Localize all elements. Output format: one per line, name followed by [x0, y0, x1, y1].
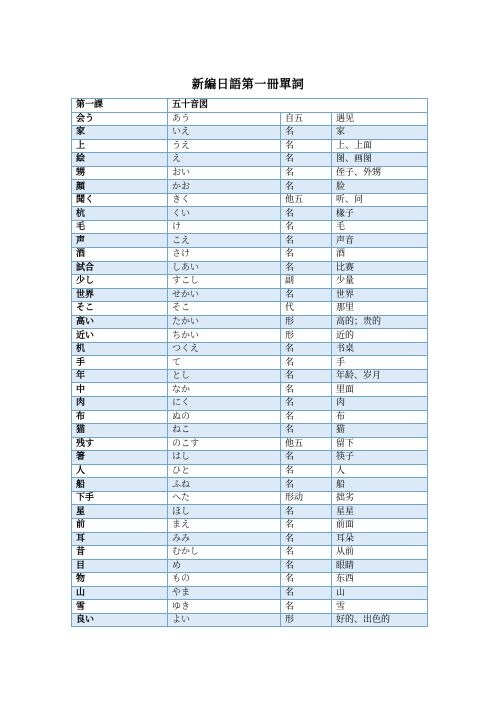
meaning-cell: 遇见 — [332, 112, 428, 126]
meaning-cell: 布 — [332, 410, 428, 424]
reading-cell: よい — [168, 613, 281, 627]
reading-cell: ぬの — [168, 410, 281, 424]
pos-cell: 名 — [281, 126, 332, 140]
table-row — [72, 505, 428, 519]
pos-cell: 名 — [281, 356, 332, 370]
table-row — [72, 613, 428, 627]
reading-cell: もの — [168, 573, 281, 587]
reading-cell: ふね — [168, 478, 281, 492]
pos-cell: 名 — [281, 546, 332, 560]
word-cell: 近い — [72, 329, 168, 343]
table-row — [72, 600, 428, 614]
word-cell: 布 — [72, 410, 168, 424]
table-row — [72, 139, 428, 153]
meaning-cell: 耳朵 — [332, 532, 428, 546]
table-row — [72, 288, 428, 302]
pos-cell: 形 — [281, 315, 332, 329]
meaning-cell: 那里 — [332, 302, 428, 316]
reading-cell: さけ — [168, 248, 281, 262]
pos-cell: 名 — [281, 220, 332, 234]
table-row — [72, 180, 428, 194]
reading-cell: むかし — [168, 546, 281, 560]
meaning-cell: 东西 — [332, 573, 428, 587]
table-header-row — [72, 99, 428, 113]
word-cell: 船 — [72, 478, 168, 492]
pos-cell: 名 — [281, 586, 332, 600]
table-row — [72, 437, 428, 451]
pos-cell: 名 — [281, 153, 332, 167]
table-row — [72, 248, 428, 262]
pos-cell: 名 — [281, 410, 332, 424]
reading-cell: ひと — [168, 464, 281, 478]
pos-cell: 他五 — [281, 437, 332, 451]
table-row — [72, 234, 428, 248]
table-row — [72, 478, 428, 492]
reading-cell: め — [168, 559, 281, 573]
reading-cell: たかい — [168, 315, 281, 329]
word-cell: 毛 — [72, 220, 168, 234]
pos-cell: 名 — [281, 342, 332, 356]
table-row — [72, 329, 428, 343]
word-cell: 星 — [72, 505, 168, 519]
page-title: 新編日語第一冊單詞 — [191, 77, 305, 91]
meaning-cell: 少量 — [332, 275, 428, 289]
table-row — [72, 356, 428, 370]
meaning-cell: 前面 — [332, 518, 428, 532]
meaning-cell: 拙劣 — [332, 491, 428, 505]
pos-cell: 名 — [281, 261, 332, 275]
meaning-cell: 年龄、岁月 — [332, 369, 428, 383]
meaning-cell: 世界 — [332, 288, 428, 302]
word-cell: 家 — [72, 126, 168, 140]
meaning-cell: 脸 — [332, 180, 428, 194]
table-row — [72, 369, 428, 383]
word-cell: 年 — [72, 369, 168, 383]
pos-cell: 形动 — [281, 491, 332, 505]
meaning-cell: 近的 — [332, 329, 428, 343]
pos-cell: 名 — [281, 505, 332, 519]
table-row — [72, 464, 428, 478]
pos-cell: 名 — [281, 518, 332, 532]
word-cell: 机 — [72, 342, 168, 356]
reading-cell: きく — [168, 193, 281, 207]
table-row — [72, 302, 428, 316]
reading-cell: ちかい — [168, 329, 281, 343]
meaning-cell: 比赛 — [332, 261, 428, 275]
pos-cell: 名 — [281, 424, 332, 438]
pos-cell: 名 — [281, 234, 332, 248]
pos-cell: 自五 — [281, 112, 332, 126]
reading-cell: みみ — [168, 532, 281, 546]
word-cell: そこ — [72, 302, 168, 316]
reading-cell: へた — [168, 491, 281, 505]
word-cell: 絵 — [72, 153, 168, 167]
table-row — [72, 546, 428, 560]
reading-cell: せかい — [168, 288, 281, 302]
word-cell: 山 — [72, 586, 168, 600]
pos-cell: 代 — [281, 302, 332, 316]
word-cell: 聞く — [72, 193, 168, 207]
meaning-cell: 留下 — [332, 437, 428, 451]
word-cell: 下手 — [72, 491, 168, 505]
word-cell: 高い — [72, 315, 168, 329]
word-cell: 手 — [72, 356, 168, 370]
word-cell: 残す — [72, 437, 168, 451]
word-cell: 甥 — [72, 166, 168, 180]
reading-cell: しあい — [168, 261, 281, 275]
meaning-cell: 听、问 — [332, 193, 428, 207]
lesson-label: 第一課 — [72, 99, 168, 113]
meaning-cell: 山 — [332, 586, 428, 600]
table-row — [72, 153, 428, 167]
meaning-cell: 里面 — [332, 383, 428, 397]
pos-cell: 名 — [281, 369, 332, 383]
word-cell: 前 — [72, 518, 168, 532]
pos-cell: 副 — [281, 275, 332, 289]
reading-cell: くい — [168, 207, 281, 221]
table-row — [72, 315, 428, 329]
word-cell: 物 — [72, 573, 168, 587]
pos-cell: 名 — [281, 288, 332, 302]
meaning-cell: 眼睛 — [332, 559, 428, 573]
table-row — [72, 397, 428, 411]
meaning-cell: 好的、出色的 — [332, 613, 428, 627]
word-cell: 良い — [72, 613, 168, 627]
word-cell: 顔 — [72, 180, 168, 194]
reading-cell: あう — [168, 112, 281, 126]
reading-cell: なか — [168, 383, 281, 397]
word-cell: 耳 — [72, 532, 168, 546]
reading-cell: ゆき — [168, 600, 281, 614]
meaning-cell: 从前 — [332, 546, 428, 560]
meaning-cell: 星星 — [332, 505, 428, 519]
reading-cell: やま — [168, 586, 281, 600]
table-row — [72, 126, 428, 140]
table-row — [72, 559, 428, 573]
reading-cell: て — [168, 356, 281, 370]
meaning-cell: 图、画图 — [332, 153, 428, 167]
meaning-cell: 筷子 — [332, 451, 428, 465]
meaning-cell: 肉 — [332, 397, 428, 411]
word-cell: 声 — [72, 234, 168, 248]
word-cell: 昔 — [72, 546, 168, 560]
word-cell: 少し — [72, 275, 168, 289]
pos-cell: 名 — [281, 248, 332, 262]
reading-cell: おい — [168, 166, 281, 180]
table-row — [72, 518, 428, 532]
table-row — [72, 383, 428, 397]
table-row — [72, 166, 428, 180]
meaning-cell: 毛 — [332, 220, 428, 234]
meaning-cell: 手 — [332, 356, 428, 370]
pos-cell: 名 — [281, 532, 332, 546]
reading-cell: つくえ — [168, 342, 281, 356]
word-cell: 猫 — [72, 424, 168, 438]
pos-cell: 名 — [281, 559, 332, 573]
table-row — [72, 573, 428, 587]
table-row — [72, 451, 428, 465]
pos-cell: 名 — [281, 207, 332, 221]
word-cell: 上 — [72, 139, 168, 153]
reading-cell: かお — [168, 180, 281, 194]
pos-cell: 名 — [281, 383, 332, 397]
pos-cell: 名 — [281, 166, 332, 180]
word-cell: 雪 — [72, 600, 168, 614]
word-cell: 箸 — [72, 451, 168, 465]
word-cell: 肉 — [72, 397, 168, 411]
reading-cell: にく — [168, 397, 281, 411]
pos-cell: 形 — [281, 329, 332, 343]
table-row — [72, 261, 428, 275]
word-cell: 中 — [72, 383, 168, 397]
table-row — [72, 424, 428, 438]
reading-cell: のこす — [168, 437, 281, 451]
meaning-cell: 船 — [332, 478, 428, 492]
meaning-cell: 人 — [332, 464, 428, 478]
pos-cell: 名 — [281, 397, 332, 411]
pos-cell: 名 — [281, 139, 332, 153]
table-row — [72, 410, 428, 424]
table-row — [72, 193, 428, 207]
reading-cell: こえ — [168, 234, 281, 248]
meaning-cell: 上、上面 — [332, 139, 428, 153]
word-cell: 人 — [72, 464, 168, 478]
table-row — [72, 112, 428, 126]
pos-cell: 形 — [281, 613, 332, 627]
reading-cell: ほし — [168, 505, 281, 519]
reading-cell: いえ — [168, 126, 281, 140]
meaning-cell: 椽子 — [332, 207, 428, 221]
table-row — [72, 342, 428, 356]
pos-cell: 名 — [281, 573, 332, 587]
meaning-cell: 家 — [332, 126, 428, 140]
vocabulary-table — [71, 98, 428, 627]
reading-cell: え — [168, 153, 281, 167]
meaning-cell: 酒 — [332, 248, 428, 262]
pos-cell: 名 — [281, 464, 332, 478]
meaning-cell: 声音 — [332, 234, 428, 248]
word-cell: 目 — [72, 559, 168, 573]
pos-cell: 名 — [281, 478, 332, 492]
word-cell: 杭 — [72, 207, 168, 221]
word-cell: 会う — [72, 112, 168, 126]
topic-label: 五十音図 — [168, 99, 428, 113]
meaning-cell: 侄子、外甥 — [332, 166, 428, 180]
table-row — [72, 491, 428, 505]
table-row — [72, 220, 428, 234]
meaning-cell: 书桌 — [332, 342, 428, 356]
meaning-cell: 雪 — [332, 600, 428, 614]
reading-cell: け — [168, 220, 281, 234]
reading-cell: はし — [168, 451, 281, 465]
meaning-cell: 猫 — [332, 424, 428, 438]
word-cell: 試合 — [72, 261, 168, 275]
reading-cell: ねこ — [168, 424, 281, 438]
reading-cell: すこし — [168, 275, 281, 289]
table-row — [72, 207, 428, 221]
pos-cell: 名 — [281, 180, 332, 194]
table-row — [72, 275, 428, 289]
reading-cell: とし — [168, 369, 281, 383]
table-row — [72, 532, 428, 546]
reading-cell: そこ — [168, 302, 281, 316]
reading-cell: まえ — [168, 518, 281, 532]
table-row — [72, 586, 428, 600]
word-cell: 世界 — [72, 288, 168, 302]
word-cell: 酒 — [72, 248, 168, 262]
pos-cell: 他五 — [281, 193, 332, 207]
pos-cell: 名 — [281, 600, 332, 614]
pos-cell: 名 — [281, 451, 332, 465]
meaning-cell: 高的；贵的 — [332, 315, 428, 329]
reading-cell: うえ — [168, 139, 281, 153]
